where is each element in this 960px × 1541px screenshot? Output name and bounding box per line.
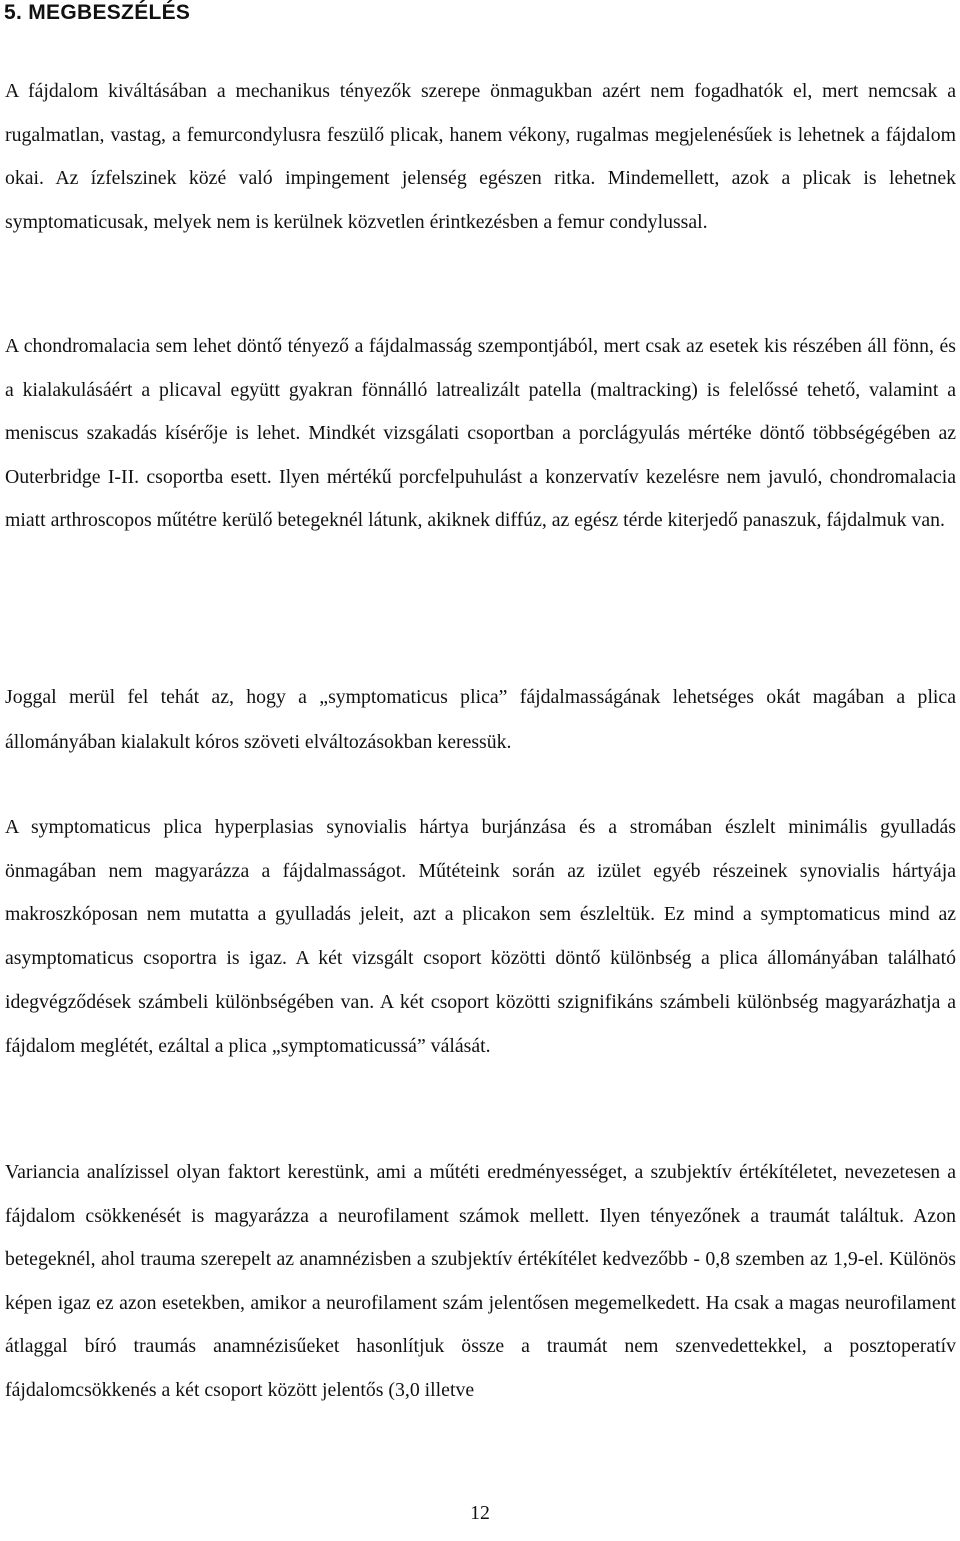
page-number: 12 (470, 1502, 490, 1524)
paragraph-tissue-changes: Joggal merül fel tehát az, hogy a „symptomaticus plica” fájdalmasságának lehetséges okát magában a plica állományában kialakult kóros szöveti elváltozásokban keressük. (5, 686, 956, 753)
section-heading: 5. MEGBESZÉLÉS (4, 1, 191, 24)
paragraph-mechanical-factors: A fájdalom kiváltásában a mechanikus tényezők szerepe önmagukban azért nem fogadhatók el, mert nemcsak a rugalmatlan, vastag, a femurcondylusra feszülő plicak, hanem vékony, rugalmas megjelenésűek is lehetnek a fájdalom okai. Az ízfelszinek közé való impingement jelenség egészen ritka. Mindemellett, azok a plicak is lehetnek symptomaticusak, melyek nem is kerülnek közvetlen érintkezésben a femur condylussal. (5, 80, 956, 233)
paragraph-synovial-hyperplasia: A symptomaticus plica hyperplasias synovialis hártya burjánzása és a stromában észlelt minimális gyulladás önmagában nem magyarázza a fájdalmasságot. Műtéteink során az izület egyéb részeinek synovialis hártyája makroszkóposan nem mutatta a gyulladás jeleit, azt a plicakon sem észleltük. Ez mind a symptomaticus mind az asymptomaticus csoportra is igaz. A két vizsgált csoport közötti döntő különbség a plica állományában található idegvégződések számbeli különbségében van. A két csoport közötti szignifikáns számbeli különbség magyarázhatja a fájdalom meglétét, ezáltal a plica „symptomaticussá” válását. (5, 816, 956, 1057)
paragraph-variance-analysis: Variancia analízissel olyan faktort kerestünk, ami a műtéti eredményességet, a szubjektív értékítéletet, nevezetesen a fájdalom csökkenését is magyarázza a neurofilament számok mellett. Ilyen tényezőnek a traumát találtuk. Azon betegeknél, ahol trauma szerepelt az anamnézisben a szubjektív értékítélet kedvezőbb - 0,8 szemben az 1,9-el. Különös képen igaz ez azon esetekben, amikor a neurofilament szám jelentősen megemelkedett. Ha csak a magas neurofilament átlaggal bíró traumás anamnézisűeket hasonlítjuk össze a traumát nem szenvedettekkel, a posztoperatív fájdalomcsökkenés a két csoport között jelentős (3,0 illetve (5, 1161, 956, 1401)
paragraph-chondromalacia: A chondromalacia sem lehet döntő tényező a fájdalmasság szempontjából, mert csak az esetek kis részében áll fönn, és a kialakulásáért a plicaval együtt gyakran fönnálló latrealizált patella (maltracking) is felelőssé tehető, valamint a meniscus szakadás kísérője is lehet. Mindkét vizsgálati csoportban a porclágyulás mértéke döntő többségégében az Outerbridge I-II. csoportba esett. Ilyen mértékű porcfelpuhulást a konzervatív kezelésre nem javuló, chondromalacia miatt arthroscopos műtétre kerülő betegeknél látunk, akiknek diffúz, az egész térde kiterjedő panaszuk, fájdalmuk van. (5, 335, 956, 531)
